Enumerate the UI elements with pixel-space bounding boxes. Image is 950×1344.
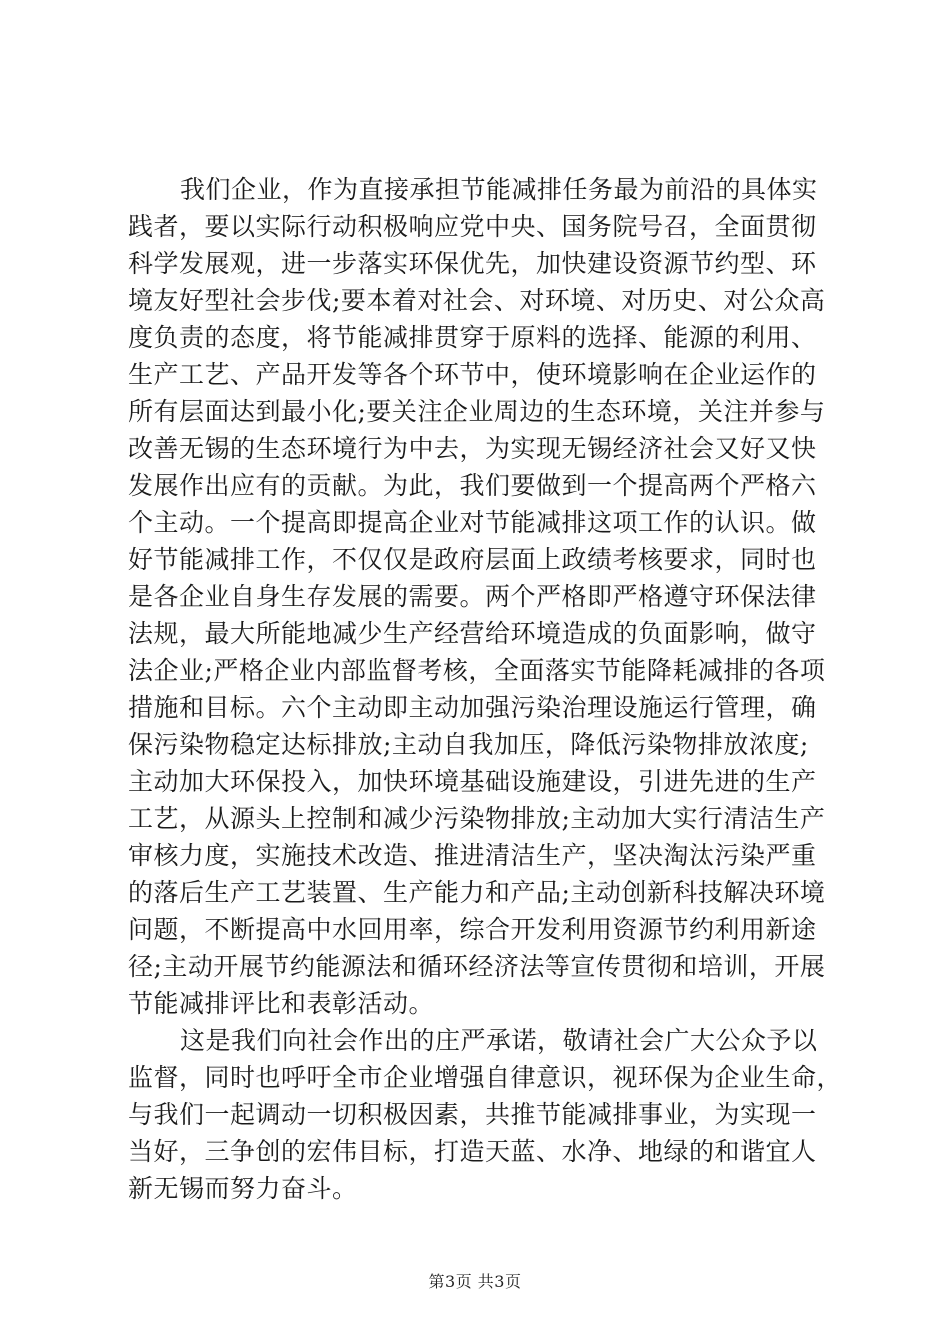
paragraph-1-line: 个主动。一个提高即提高企业对节能减排这项工作的认识。做: [128, 508, 817, 537]
paragraph-1-line: 发展作出应有的贡献。为此，我们要做到一个提高两个严格六: [128, 471, 817, 500]
paragraph-1-line: 问题，不断提高中水回用率，综合开发利用资源节约利用新途: [128, 915, 817, 944]
paragraph-1-line: 工艺，从源头上控制和减少污染物排放;主动加大实行清洁生产: [128, 804, 826, 833]
paragraph-1-line: 好节能减排工作，不仅仅是政府层面上政绩考核要求，同时也: [128, 545, 817, 574]
paragraph-1-line: 保污染物稳定达标排放;主动自我加压，降低污染物排放浓度;: [128, 730, 809, 759]
paragraph-1-line: 节能减排评比和表彰活动。: [128, 989, 435, 1018]
paragraph-2-line: 监督，同时也呼吁全市企业增强自律意识，视环保为企业生命，: [128, 1063, 843, 1092]
paragraph-1-line: 改善无锡的生态环境行为中去，为实现无锡经济社会又好又快: [128, 434, 817, 463]
paragraph-1-line: 我们企业，作为直接承担节能减排任务最为前沿的具体实: [180, 175, 818, 204]
paragraph-1-line: 科学发展观，进一步落实环保优先，加快建设资源节约型、环: [128, 249, 817, 278]
paragraph-2-line: 与我们一起调动一切积极因素，共推节能减排事业，为实现一: [128, 1100, 817, 1129]
paragraph-2-line: 当好，三争创的宏伟目标，打造天蓝、水净、地绿的和谐宜人: [128, 1137, 817, 1166]
paragraph-1-line: 是各企业自身生存发展的需要。两个严格即严格遵守环保法律: [128, 582, 817, 611]
paragraph-2-line: 新无锡而努力奋斗。: [128, 1174, 358, 1203]
paragraph-1-line: 径;主动开展节约能源法和循环经济法等宣传贯彻和培训，开展: [128, 952, 826, 981]
paragraph-1-line: 的落后生产工艺装置、生产能力和产品;主动创新科技解决环境: [128, 878, 826, 907]
paragraph-1-line: 境友好型社会步伐;要本着对社会、对环境、对历史、对公众高: [128, 286, 826, 315]
paragraph-1-line: 生产工艺、产品开发等各个环节中，使环境影响在企业运作的: [128, 360, 817, 389]
paragraph-1-line: 法企业;严格企业内部监督考核，全面落实节能降耗减排的各项: [128, 656, 826, 685]
paragraph-2-line: 这是我们向社会作出的庄严承诺，敬请社会广大公众予以: [180, 1026, 818, 1055]
body-text: [128, 171, 843, 1207]
paragraph-1-line: 所有层面达到最小化;要关注企业周边的生态环境，关注并参与: [128, 397, 826, 426]
paragraph-1-line: 措施和目标。六个主动即主动加强污染治理设施运行管理，确: [128, 693, 817, 722]
paragraph-1-line: 度负责的态度，将节能减排贯穿于原料的选择、能源的利用、: [128, 323, 817, 352]
paragraph-1-line: 践者，要以实际行动积极响应党中央、国务院号召，全面贯彻: [128, 212, 817, 241]
paragraph-1-line: 主动加大环保投入，加快环境基础设施建设，引进先进的生产: [128, 767, 817, 796]
paragraph-1-line: 审核力度，实施技术改造、推进清洁生产，坚决淘汰污染严重: [128, 841, 817, 870]
page-number-footer: 第3页 共3页: [428, 1272, 522, 1291]
paragraph-1-line: 法规，最大所能地减少生产经营给环境造成的负面影响，做守: [128, 619, 817, 648]
